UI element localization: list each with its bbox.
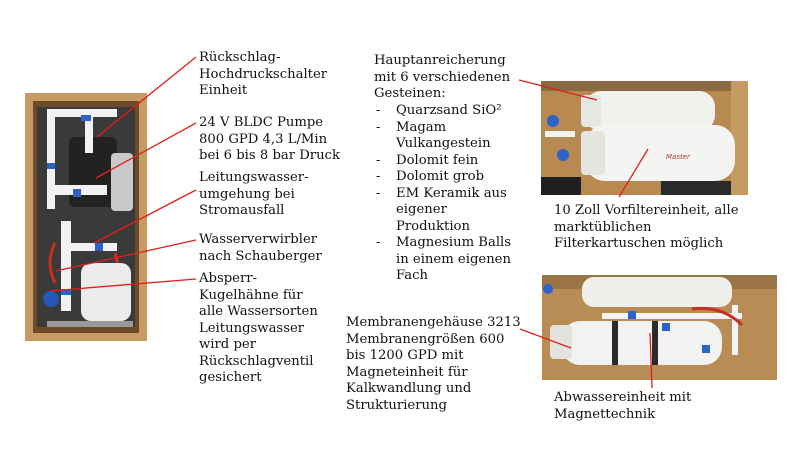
label-vortex: Wasserverwirbler nach Schauberger <box>199 232 322 264</box>
list-item: - Magam Vulkangestein <box>374 120 534 153</box>
pointer-check-valve <box>97 57 196 137</box>
pointer-membrane <box>520 329 571 348</box>
pointer-vortex <box>56 240 196 271</box>
list-item: - Dolomit grob <box>374 169 534 186</box>
pointer-pump <box>96 123 196 178</box>
list-item: - EM Keramik aus eigener Produktion <box>374 186 534 236</box>
label-pump: 24 V BLDC Pumpe 800 GPD 4,3 L/Min bei 6 bis 8 bar Druck <box>199 115 340 163</box>
label-membrane: Membranengehäuse 3213 Membranengrößen 600 bis 1200 GPD mit Magneteinheit für Kalkwandlung und Strukturierung <box>346 315 521 413</box>
pointer-ball-valves <box>50 279 196 291</box>
pointer-wastewater <box>650 333 652 388</box>
housing-logo: Master <box>666 153 690 161</box>
enrichment-stone-list <box>374 103 534 285</box>
label-ball-valves: Absperr- Kugelhähne für alle Wassersorten Leitungswasser wird per Rückschlagventil gesichert <box>199 271 318 385</box>
label-enrichment-title: Hauptanreicherung mit 6 verschiedenen Gesteinen: <box>374 53 511 101</box>
label-prefilter: 10 Zoll Vorfiltereinheit, alle marktüblichen Filterkartuschen möglich <box>554 203 739 251</box>
label-wastewater: Abwassereinheit mit Magnettechnik <box>554 390 692 422</box>
pointer-prefilter <box>619 149 648 197</box>
list-item: - Magnesium Balls in einem eigenen Fach <box>374 235 534 285</box>
list-item: - Quarzsand SiO² <box>374 103 534 120</box>
label-check-valve: Rückschlag- Hochdruckschalter Einheit <box>199 50 328 98</box>
list-item: - Dolomit fein <box>374 153 534 170</box>
pointer-enrichment <box>519 80 597 100</box>
pointer-bypass <box>94 190 196 243</box>
label-bypass: Leitungswasser- umgehung bei Stromausfall <box>199 170 309 218</box>
